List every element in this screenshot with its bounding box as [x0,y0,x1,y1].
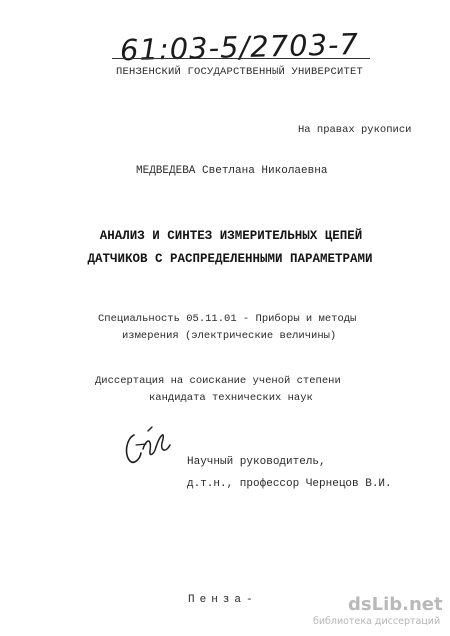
handwritten-registration-number: 61:03-5/2703-7 [119,27,360,68]
specialty-line-2: измерения (электрические величины) [122,330,337,342]
advisor-line-1: Научный руководитель, [187,456,326,468]
handwritten-signature [122,425,176,469]
specialty-line-1: Специальность 05.11.01 - Приборы и методы [98,313,357,325]
title-line-2: ДАТЧИКОВ С РАСПРЕДЕЛЕННЫМИ ПАРАМЕТРАМИ [87,252,373,266]
author-name: МЕДВЕДЕВА Светлана Николаевна [136,165,328,177]
dissertation-line-2: кандидата технических наук [149,392,313,404]
advisor-line-2: д.т.н., профессор Чернецов В.И. [187,478,392,490]
manuscript-rights-note: На правах рукописи [298,124,412,136]
dslib-watermark [313,594,448,634]
watermark-logo: dsLib.net [348,594,443,615]
title-line-1: АНАЛИЗ И СИНТЕЗ ИЗМЕРИТЕЛЬНЫХ ЦЕПЕЙ [99,229,363,243]
dissertation-line-1: Диссертация на соискание ученой степени [95,375,341,387]
university-name: ПЕНЗЕНСКИЙ ГОСУДАРСТВЕННЫЙ УНИВЕРСИТЕТ [116,66,364,78]
city-name: Пенза- [188,594,258,606]
handwritten-underline [112,58,370,59]
watermark-tagline: библиотека диссертаций [313,616,441,627]
